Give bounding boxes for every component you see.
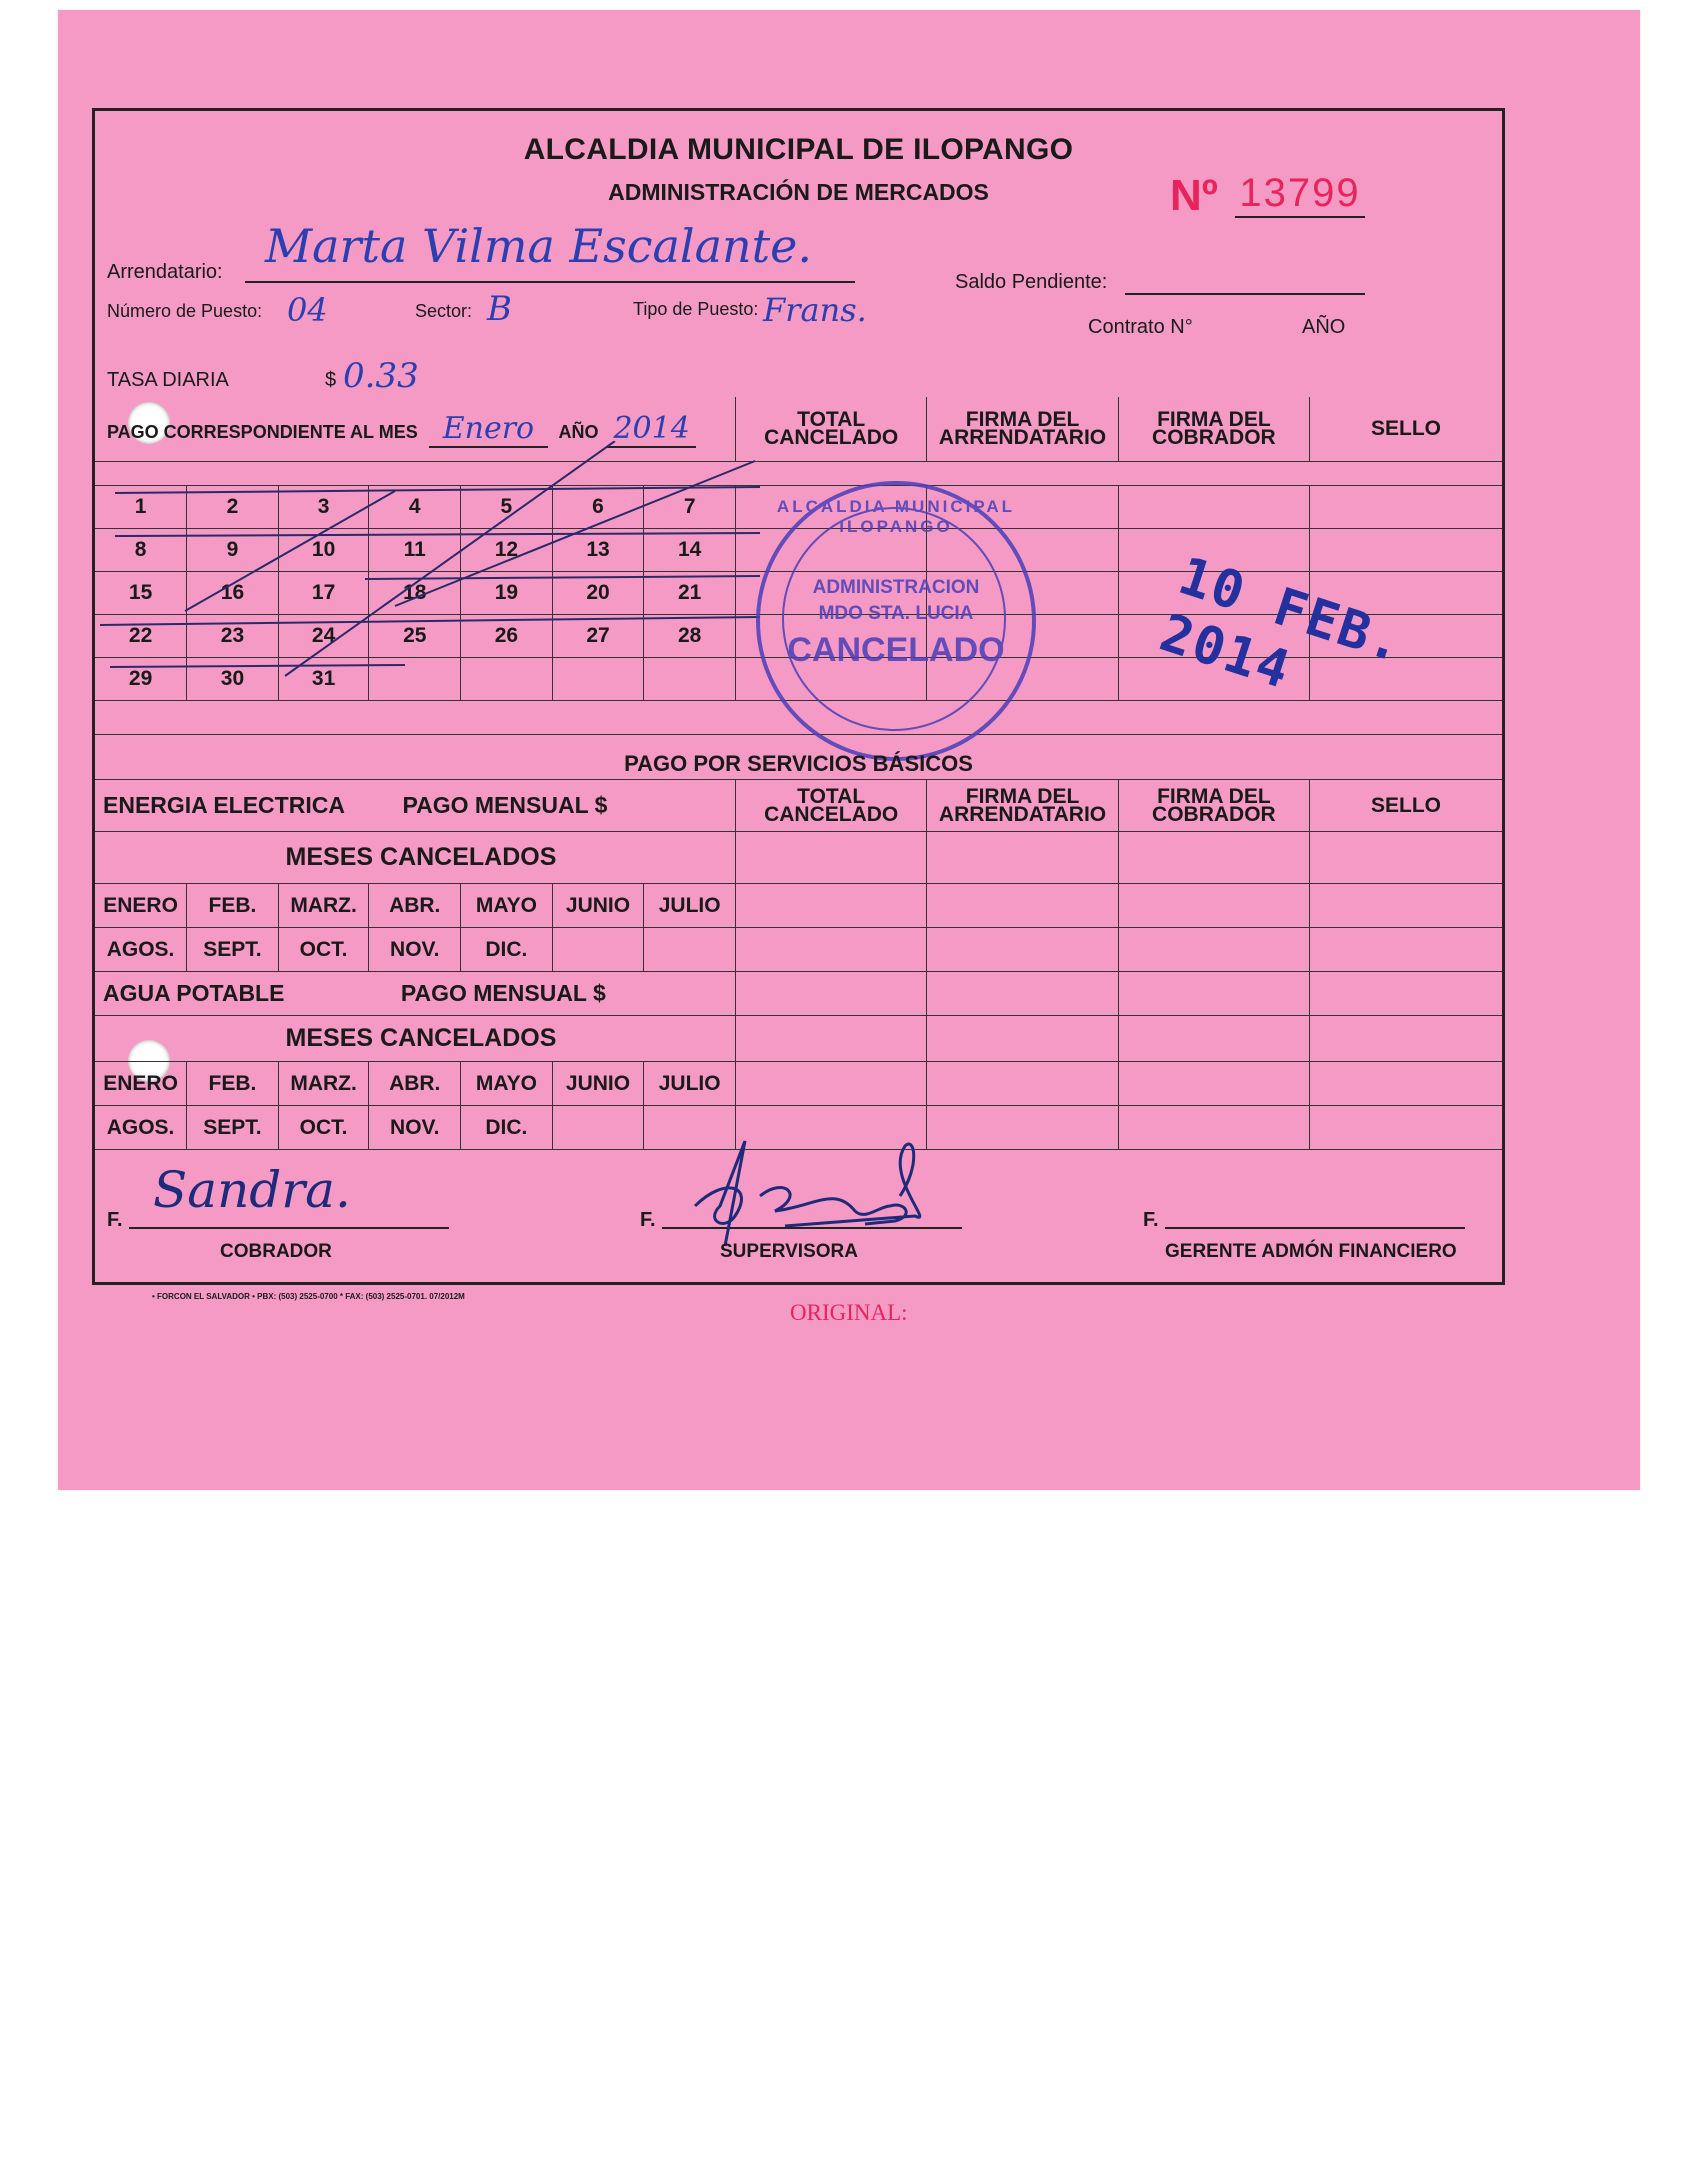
- day-cell: 24: [278, 614, 369, 657]
- stamp-ring-text: ALCALDIA MUNICIPAL ILOPANGO: [776, 497, 1016, 536]
- day-cell: 14: [644, 528, 736, 571]
- energia-month: JUNIO: [552, 884, 644, 928]
- services-title: PAGO POR SERVICIOS BÁSICOS: [624, 751, 973, 776]
- energia-month: OCT.: [278, 928, 369, 972]
- day-cell: 29: [95, 657, 187, 700]
- agua-month: ABR.: [369, 1062, 461, 1106]
- mes-label: PAGO CORRESPONDIENTE AL MES: [107, 422, 418, 443]
- agua-month: SEPT.: [187, 1106, 279, 1150]
- day-cell: 11: [369, 528, 461, 571]
- energia-month: NOV.: [369, 928, 461, 972]
- energia-month: SEPT.: [187, 928, 279, 972]
- payment-date-stamp: 10 FEB. 2014: [1152, 546, 1412, 702]
- day-cell: 3: [278, 485, 369, 528]
- folio-number: 13799: [1235, 171, 1365, 218]
- supervisora-signature: [665, 1136, 965, 1251]
- agua-month: JUNIO: [552, 1062, 644, 1106]
- printer-credit: • FORCON EL SALVADOR • PBX: (503) 2525-0700 * FAX: (503) 2525-0701. 07/2012M: [152, 1292, 465, 1301]
- energia-month: MAYO: [461, 884, 553, 928]
- arrendatario-label: Arrendatario:: [107, 261, 223, 283]
- energia-month: AGOS.: [95, 928, 187, 972]
- municipality-title: ALCALDIA MUNICIPAL DE ILOPANGO: [523, 133, 1074, 166]
- mes-anio-value: 2014: [607, 411, 695, 448]
- day-cell: 19: [461, 571, 553, 614]
- day-cell: 27: [552, 614, 644, 657]
- day-cell: 9: [187, 528, 279, 571]
- agua-month: DIC.: [461, 1106, 553, 1150]
- agua-month: JULIO: [644, 1062, 736, 1106]
- services-table: [95, 779, 1502, 1150]
- svc-col-firma-cobrador: FIRMA DEL COBRADOR: [1152, 784, 1276, 826]
- day-cell: 6: [552, 485, 644, 528]
- energia-month: JULIO: [644, 884, 736, 928]
- mes-anio-label: AÑO: [558, 422, 599, 443]
- saldo-line: [1125, 269, 1365, 295]
- energia-label: ENERGIA ELECTRICA: [103, 792, 345, 818]
- col-firma-arrendatario: FIRMA DEL ARRENDATARIO: [938, 407, 1107, 449]
- tipo-puesto-label: Tipo de Puesto:: [633, 299, 759, 319]
- numero-puesto-label: Número de Puesto:: [107, 301, 263, 321]
- tasa-currency: $: [325, 369, 337, 391]
- agua-month: AGOS.: [95, 1106, 187, 1150]
- day-cell: 10: [278, 528, 369, 571]
- cobrador-f-prefix: F.: [107, 1209, 123, 1231]
- energia-month: FEB.: [187, 884, 279, 928]
- energia-month: MARZ.: [278, 884, 369, 928]
- gerente-signature-line: [1165, 1201, 1465, 1229]
- day-cell: 21: [644, 571, 736, 614]
- day-cell: 25: [369, 614, 461, 657]
- stamp-line1: ADMINISTRACION: [812, 577, 980, 598]
- folio-label: Nº: [1170, 171, 1218, 220]
- agua-pago-mensual: PAGO MENSUAL $: [400, 980, 606, 1006]
- contrato-label: Contrato N°: [1088, 316, 1193, 338]
- supervisora-label: SUPERVISORA: [720, 1241, 858, 1262]
- sector-label: Sector:: [415, 301, 473, 321]
- energia-month: ENERO: [95, 884, 187, 928]
- energia-month: ABR.: [369, 884, 461, 928]
- agua-label: AGUA POTABLE: [103, 980, 285, 1006]
- day-cell: 1: [95, 485, 187, 528]
- day-cell: 7: [644, 485, 736, 528]
- gerente-f-prefix: F.: [1143, 1209, 1159, 1231]
- day-cell: 12: [461, 528, 553, 571]
- cancelado-seal-stamp: [756, 481, 1036, 761]
- agua-month: FEB.: [187, 1062, 279, 1106]
- day-cell: 16: [187, 571, 279, 614]
- saldo-label: Saldo Pendiente:: [955, 271, 1108, 293]
- svc-col-sello: SELLO: [1371, 793, 1442, 817]
- sector-value: B: [487, 289, 512, 329]
- agua-month: MARZ.: [278, 1062, 369, 1106]
- day-cell: 15: [95, 571, 187, 614]
- day-cell: 31: [278, 657, 369, 700]
- department-subtitle: ADMINISTRACIÓN DE MERCADOS: [608, 179, 989, 205]
- day-cell: 20: [552, 571, 644, 614]
- agua-month: OCT.: [278, 1106, 369, 1150]
- energia-meses-cancelados: MESES CANCELADOS: [95, 832, 735, 884]
- day-cell: 18: [369, 571, 461, 614]
- svc-col-firma-arrendatario: FIRMA DEL ARRENDATARIO: [938, 784, 1107, 826]
- receipt-frame: [92, 108, 1505, 1285]
- day-cell: 30: [187, 657, 279, 700]
- day-cell: 28: [644, 614, 736, 657]
- day-cell: 5: [461, 485, 553, 528]
- gerente-label: GERENTE ADMÓN FINANCIERO: [1165, 1241, 1457, 1262]
- day-cell: 4: [369, 485, 461, 528]
- energia-month: DIC.: [461, 928, 553, 972]
- tasa-value: 0.33: [343, 356, 419, 396]
- stamp-cancelado: CANCELADO: [787, 631, 1005, 669]
- stamp-line2: MDO STA. LUCIA: [818, 603, 974, 624]
- day-cell: 13: [552, 528, 644, 571]
- day-cell: 8: [95, 528, 187, 571]
- agua-month: ENERO: [95, 1062, 187, 1106]
- svc-col-total: TOTAL CANCELADO: [764, 784, 899, 826]
- supervisora-f-prefix: F.: [640, 1209, 656, 1231]
- day-cell: 2: [187, 485, 279, 528]
- day-cell: 17: [278, 571, 369, 614]
- mes-value: Enero: [429, 411, 548, 448]
- day-cell: 22: [95, 614, 187, 657]
- energia-pago-mensual: PAGO MENSUAL $: [402, 792, 608, 818]
- col-firma-cobrador: FIRMA DEL COBRADOR: [1152, 407, 1276, 449]
- agua-month: MAYO: [461, 1062, 553, 1106]
- original-copy-label: ORIGINAL:: [790, 1300, 908, 1325]
- numero-puesto-value: 04: [287, 291, 328, 329]
- agua-month: NOV.: [369, 1106, 461, 1150]
- contrato-anio-label: AÑO: [1302, 316, 1346, 338]
- tipo-puesto-value: Frans.: [763, 291, 867, 329]
- arrendatario-value: Marta Vilma Escalante.: [265, 219, 813, 273]
- col-total-cancelado: TOTAL CANCELADO: [764, 407, 899, 449]
- col-sello: SELLO: [1371, 416, 1442, 440]
- day-cell: 23: [187, 614, 279, 657]
- day-cell: 26: [461, 614, 553, 657]
- agua-meses-cancelados: MESES CANCELADOS: [95, 1016, 735, 1062]
- tasa-diaria-label: TASA DIARIA: [107, 369, 229, 391]
- cobrador-signature: Sandra.: [153, 1161, 351, 1219]
- cobrador-label: COBRADOR: [220, 1241, 332, 1262]
